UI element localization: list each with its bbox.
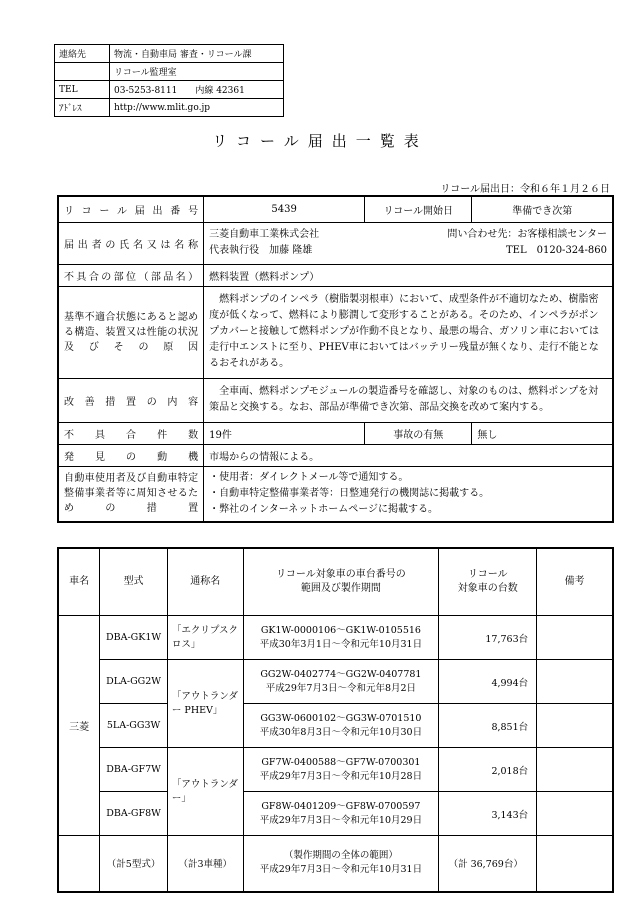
vehicle-count: 2,018台 bbox=[439, 748, 537, 792]
serial-range: GF7W-0400588～GF7W-0700301 平成29年7月3日～令和元年10月28日 bbox=[243, 748, 439, 792]
measure-label: 改善措置の内容 bbox=[58, 378, 204, 422]
applicant-row bbox=[58, 222, 613, 264]
header-model: 型式 bbox=[100, 548, 168, 616]
table-row bbox=[58, 704, 613, 748]
recall-start-label: リコール開始日 bbox=[365, 196, 472, 222]
header-remarks: 備考 bbox=[537, 548, 613, 616]
remarks-cell bbox=[537, 836, 613, 892]
table-row bbox=[58, 792, 613, 836]
contact-value: 物流・自動車局 審査・リコール課 bbox=[110, 45, 284, 63]
vehicle-name: 「アウトランダー PHEV」 bbox=[167, 660, 243, 748]
defects-label: 不具合件数 bbox=[58, 422, 204, 444]
accident-label: 事故の有無 bbox=[365, 422, 472, 444]
vehicle-table bbox=[57, 547, 614, 893]
vehicle-count: 17,763台 bbox=[439, 616, 537, 660]
discovery-label: 発見の動機 bbox=[58, 444, 204, 466]
vehicle-name: 「エクリプスクロス」 bbox=[167, 616, 243, 660]
contact-label: ｱﾄﾞﾚｽ bbox=[55, 99, 110, 117]
recall-start-value: 準備でき次第 bbox=[472, 196, 613, 222]
totals-count: （計 36,769台） bbox=[439, 836, 537, 892]
remarks-cell bbox=[537, 792, 613, 836]
remarks-cell bbox=[537, 660, 613, 704]
defects-row bbox=[58, 422, 613, 444]
part-label: 不具合の部位（部品名） bbox=[58, 264, 204, 286]
table-row bbox=[58, 660, 613, 704]
totals-models: （計5型式） bbox=[100, 836, 168, 892]
recall-number-label: リコール届出番号 bbox=[58, 196, 204, 222]
applicant-company: 三菱自動車工業株式会社 bbox=[209, 229, 320, 240]
applicant-representative: 代表執行役 加藤 隆雄 bbox=[209, 245, 313, 256]
notify-item: ・弊社のインターネットホームページに掲載する。 bbox=[209, 503, 438, 515]
vehicle-name: 「アウトランダー」 bbox=[167, 748, 243, 836]
defects-value: 19件 bbox=[204, 422, 365, 444]
accident-value: 無し bbox=[472, 422, 613, 444]
vehicle-table-header bbox=[58, 548, 613, 616]
condition-label: 基準不適合状態にあると認める構造、装置又は性能の状況及びその原因 bbox=[58, 286, 204, 378]
measure-text: 全車両、燃料ポンプモジュールの製造番号を確認し、対象のものは、燃料ポンプを対策品と交換する。なお、部品が準備でき次第、部品交換を改めて案内する。 bbox=[204, 378, 613, 422]
discovery-row bbox=[58, 444, 613, 466]
condition-text: 燃料ポンプのインペラ（樹脂製羽根車）において、成型条件が不適切なため、樹脂密度が低くなって、燃料により膨潤して変形することがある。そのため、インペラがポンプカバーと接触して燃料ポンプが作動不良となり、最悪の場合、ガソリン車においては走行中エンストに至り、PHEV車においてはバッテリー残量が無くなり、走行不能となるおそれがある。 bbox=[204, 286, 613, 378]
vehicle-count: 8,851台 bbox=[439, 704, 537, 748]
header-count: リコール 対象車の台数 bbox=[439, 548, 537, 616]
recall-info-table bbox=[57, 195, 614, 523]
totals-period: （製作期間の全体の範囲） 平成29年7月3日～令和元年10月31日 bbox=[243, 836, 439, 892]
serial-range: GG2W-0402774～GG2W-0407781 平成29年7月3日～令和元年8月2日 bbox=[243, 660, 439, 704]
applicant-label: 届出者の氏名又は名称 bbox=[58, 222, 204, 264]
contact-value: リコール監理室 bbox=[110, 63, 284, 81]
model-code: DLA-GG2W bbox=[100, 660, 168, 704]
model-code: DBA-GF8W bbox=[100, 792, 168, 836]
contact-row bbox=[55, 99, 284, 117]
vehicle-count: 3,143台 bbox=[439, 792, 537, 836]
totals-names: （計3車種） bbox=[167, 836, 243, 892]
measure-row bbox=[58, 378, 613, 422]
header-name: 通称名 bbox=[167, 548, 243, 616]
recall-number-value: 5439 bbox=[204, 196, 365, 222]
notify-row bbox=[58, 466, 613, 522]
totals-row bbox=[58, 836, 613, 892]
remarks-cell bbox=[537, 748, 613, 792]
contact-row bbox=[55, 81, 284, 99]
contact-box bbox=[54, 44, 284, 117]
inquiry-tel: TEL 0120-324-860 bbox=[506, 245, 607, 256]
recall-number-row bbox=[58, 196, 613, 222]
discovery-value: 市場からの情報による。 bbox=[204, 444, 613, 466]
serial-range: GK1W-0000106～GK1W-0105516 平成30年3月1日～令和元年10月31日 bbox=[243, 616, 439, 660]
notify-measures bbox=[204, 466, 613, 522]
contact-row bbox=[55, 45, 284, 63]
contact-website-link[interactable]: http://www.mlit.go.jp bbox=[110, 99, 284, 117]
remarks-cell bbox=[537, 616, 613, 660]
serial-range: GG3W-0600102～GG3W-0701510 平成30年8月3日～令和元年10月30日 bbox=[243, 704, 439, 748]
model-code: DBA-GK1W bbox=[100, 616, 168, 660]
totals-maker bbox=[58, 836, 100, 892]
applicant-value bbox=[204, 222, 613, 264]
notification-date: リコール届出日：令和６年１月２６日 bbox=[440, 184, 610, 195]
page-title: リコール届出一覧表 bbox=[212, 132, 428, 150]
contact-label bbox=[55, 63, 110, 81]
table-row bbox=[58, 616, 613, 660]
part-row bbox=[58, 264, 613, 286]
model-code: 5LA-GG3W bbox=[100, 704, 168, 748]
notify-label: 自動車使用者及び自動車特定整備事業者等に周知させるための措置 bbox=[58, 466, 204, 522]
header-maker: 車名 bbox=[58, 548, 100, 616]
contact-row bbox=[55, 63, 284, 81]
notify-item: ・自動車特定整備事業者等：日整連発行の機関誌に掲載する。 bbox=[209, 487, 490, 499]
contact-label: TEL bbox=[55, 81, 110, 99]
remarks-cell bbox=[537, 704, 613, 748]
header-range: リコール対象車の車台番号の 範囲及び製作期間 bbox=[243, 548, 439, 616]
contact-value: 03-5253-8111 内線 42361 bbox=[110, 81, 284, 99]
table-row bbox=[58, 748, 613, 792]
part-value: 燃料装置（燃料ポンプ） bbox=[204, 264, 613, 286]
model-code: DBA-GF7W bbox=[100, 748, 168, 792]
vehicle-count: 4,994台 bbox=[439, 660, 537, 704]
notify-item: ・使用者：ダイレクトメール等で通知する。 bbox=[209, 471, 409, 483]
serial-range: GF8W-0401209～GF8W-0700597 平成29年7月3日～令和元年10月29日 bbox=[243, 792, 439, 836]
condition-row bbox=[58, 286, 613, 378]
inquiry-label: 問い合わせ先：お客様相談センター bbox=[447, 229, 607, 240]
maker-name: 三菱 bbox=[58, 616, 100, 836]
contact-label: 連絡先 bbox=[55, 45, 110, 63]
